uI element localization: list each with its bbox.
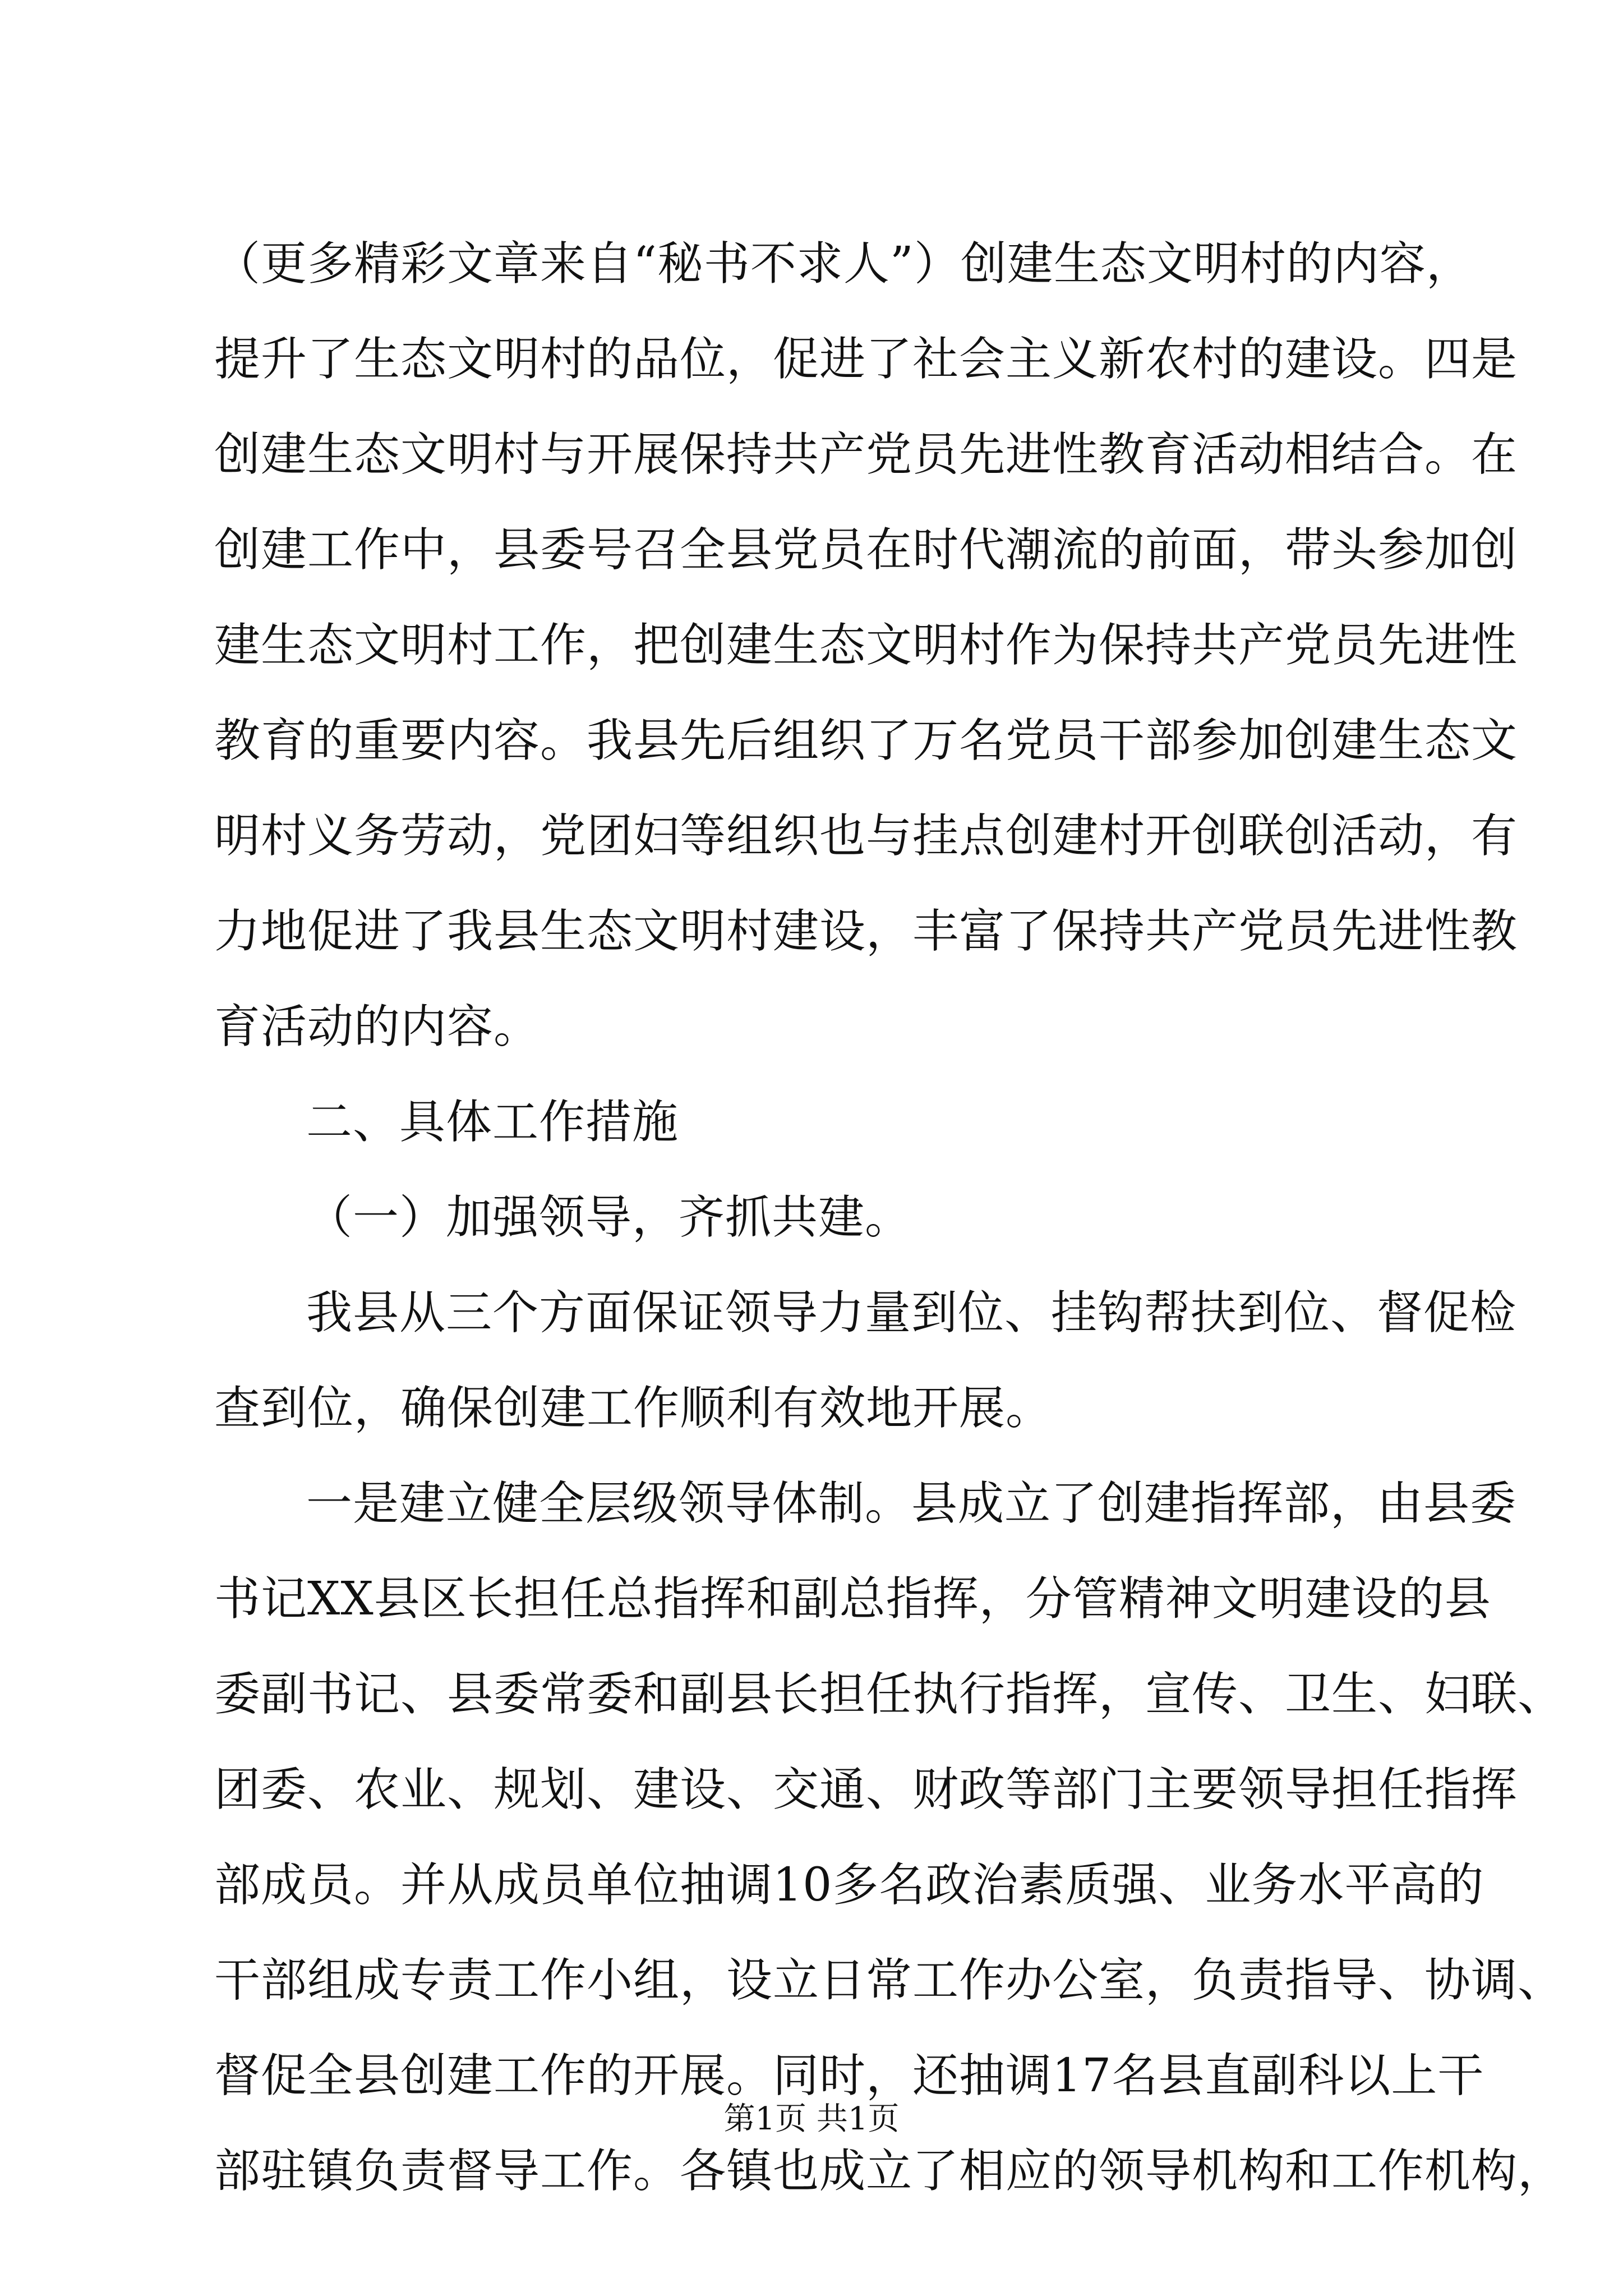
page-number: 第1页 共1页 [723, 2101, 900, 2137]
section-heading: 二、具体工作措施 [306, 1096, 679, 1149]
text-line: 育活动的内容。 [214, 1000, 541, 1053]
text-line: 教育的重要内容。我县先后组织了万名党员干部参加创建生态文 [214, 714, 1518, 767]
text-line: 创建生态文明村与开展保持共产党员先进性教育活动相结合。在 [214, 428, 1518, 481]
text-line: 委副书记、县委常委和副县长担任执行指挥，宣传、卫生、妇联、 [214, 1668, 1565, 1721]
subsection-heading: （一）加强领导，齐抓共建。 [306, 1191, 912, 1244]
text-line: 建生态文明村工作，把创建生态文明村作为保持共产党员先进性 [214, 619, 1518, 672]
text-line: 一是建立健全层级领导体制。县成立了创建指挥部，由县委 [306, 1477, 1517, 1530]
text-line: 书记XX县区长担任总指挥和副总指挥，分管精神文明建设的县 [214, 1572, 1491, 1626]
text-line: 我县从三个方面保证领导力量到位、挂钩帮扶到位、督促检 [306, 1286, 1517, 1340]
text-line: 明村义务劳动，党团妇等组织也与挂点创建村开创联创活动，有 [214, 809, 1518, 863]
text-line: 提升了生态文明村的品位，促进了社会主义新农村的建设。四是 [214, 333, 1518, 386]
document-body [214, 237, 1565, 2244]
page-footer [0, 2102, 1623, 2136]
text-line: 干部组成专责工作小组，设立日常工作办公室，负责指导、协调、 [214, 1954, 1565, 2007]
text-line: 查到位，确保创建工作顺利有效地开展。 [214, 1382, 1053, 1435]
text-line: 督促全县创建工作的开展。同时，还抽调17名县直副科以上干 [214, 2049, 1484, 2102]
text-line: 力地促进了我县生态文明村建设，丰富了保持共产党员先进性教 [214, 905, 1518, 958]
text-line: 团委、农业、规划、建设、交通、财政等部门主要领导担任指挥 [214, 1763, 1518, 1816]
text-line: 部成员。并从成员单位抽调10多名政治素质强、业务水平高的 [214, 1858, 1484, 1912]
text-line: 创建工作中，县委号召全县党员在时代潮流的前面，带头参加创 [214, 523, 1518, 577]
text-line: 部驻镇负责督导工作。各镇也成立了相应的领导机构和工作机构， [214, 2145, 1565, 2198]
text-line: （更多精彩文章来自“秘书不求人”）创建生态文明村的内容， [214, 237, 1473, 291]
